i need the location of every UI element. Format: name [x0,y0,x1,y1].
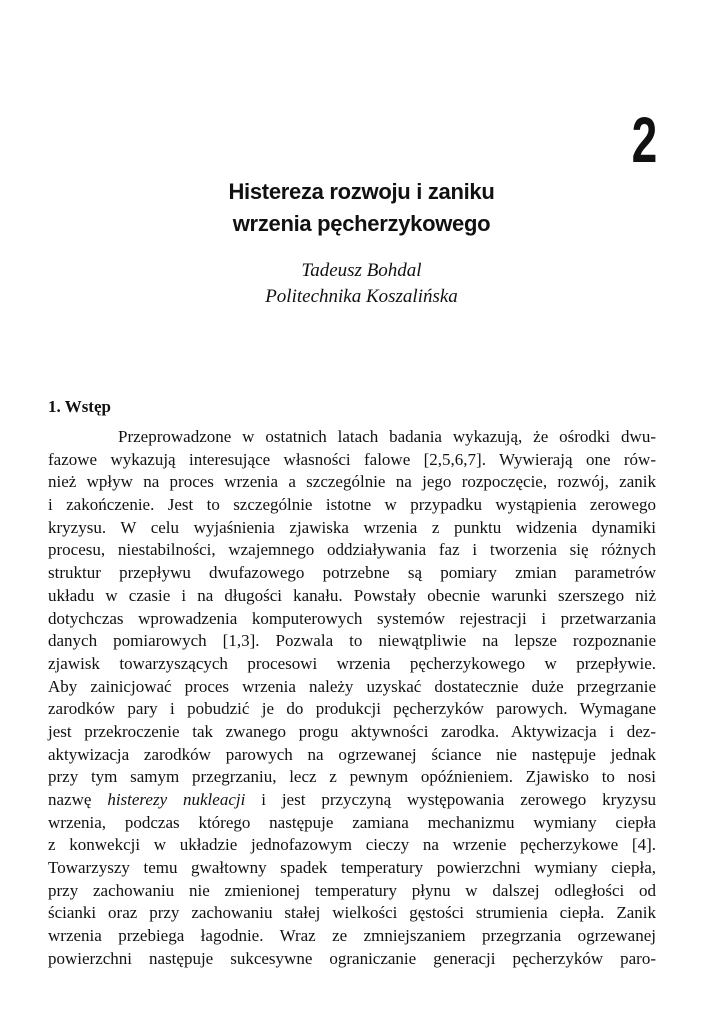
paragraph-line: i zakończenie. Jest to szczególnie istotne w przypadku wystąpienia zerowego [48,495,656,515]
chapter-title [0,176,723,240]
text-segment: nazwę [48,790,108,809]
paragraph-line: kryzysu. W celu wyjaśnienia zjawiska wrzenia z punktu widzenia dynamiki [48,517,656,537]
paragraph-line: zjawisk towarzyszących procesowi wrzenia pęcherzykowego w przepływie. [48,653,656,673]
text-segment: i jest przyczyną występowania zerowego kryzysu [245,790,656,809]
paragraph-line: zarodków pary i pobudzić je do produkcji pęcherzyków parowych. Wymagane [48,699,656,719]
chapter-title-line-2: wrzenia pęcherzykowego [232,211,491,236]
paragraph-line: wrzenia przebiega łagodnie. Wraz ze zmniejszaniem przegrzania ogrzewanej [48,926,656,946]
author-block [0,258,723,310]
paragraph-line: dotychczas wprowadzenia komputerowych systemów rejestracji i przetwarzania [48,608,656,628]
paragraph-line-with-italic [48,789,656,812]
paragraph-line: aktywizacja zarodków parowych na ogrzewanej ściance nie następuje jednak [48,744,656,764]
italic-term: histerezy nukleacji [107,790,246,809]
paragraph-line: wrzenia, podczas którego następuje zamiana mechanizmu wymiany ciepła [48,812,656,832]
paragraph-line: z konwekcji w układzie jednofazowym cieczy na wrzenie pęcherzykowe [4]. [48,835,656,855]
paragraph-line: ścianki oraz przy zachowaniu stałej wielkości gęstości strumienia ciepła. Zanik [48,903,656,923]
author-affiliation: Politechnika Koszalińska [265,286,458,307]
paragraph-line: Aby zainicjować proces wrzenia należy uzyskać dostatecznie duże przegrzanie [48,676,656,696]
paragraph-line: układu w czasie i na długości kanału. Powstały obecnie warunki szerszego niż [48,585,656,605]
paragraph-line: przy tym samym przegrzaniu, lecz z pewnym opóźnieniem. Zjawisko to nosi [48,767,656,787]
section-heading: 1. Wstęp [48,397,111,416]
paragraph-line: Towarzyszy temu gwałtowny spadek temperatury powierzchni wymiany ciepła, [48,858,656,878]
paragraph-line: przy zachowaniu nie zmienionej temperatury płynu w dalszej odległości od [48,880,656,900]
paragraph-line: fazowe wykazują interesujące własności falowe [2,5,6,7]. Wywierają one rów- [48,449,656,469]
author-name: Tadeusz Bohdal [301,260,422,281]
paragraph-line: danych pomiarowych [1,3]. Pozwala to niewątpliwie na lepsze rozpoznanie [48,631,656,651]
chapter-number: 2 [632,104,657,176]
section-body [48,426,656,971]
paragraph-line: procesu, niestabilności, wzajemnego oddziaływania faz i tworzenia się różnych [48,540,656,560]
paragraph-line: jest przekroczenie tak zwanego progu aktywności zarodka. Aktywizacja i dez- [48,721,656,741]
paragraph-line: powierzchni następuje sukcesywne ograniczanie generacji pęcherzyków paro- [48,948,656,968]
paragraph-line: nież wpływ na proces wrzenia a szczególnie na jego rozpoczęcie, rozwój, zanik [48,472,656,492]
paragraph-line: struktur przepływu dwufazowego potrzebne są pomiary zmian parametrów [48,563,656,583]
chapter-title-line-1: Histereza rozwoju i zaniku [228,179,495,204]
paragraph-line: Przeprowadzone w ostatnich latach badania wykazują, że ośrodki dwu- [118,427,656,446]
